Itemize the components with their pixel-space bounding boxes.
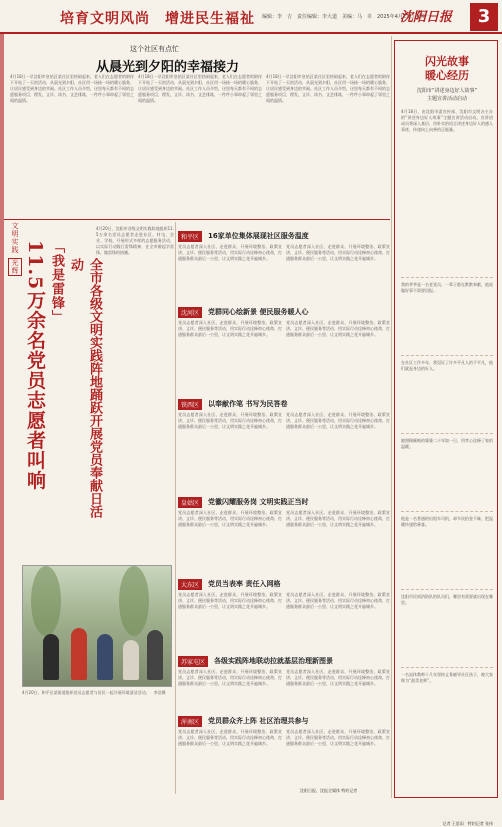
section-body: 党员志愿者深入社区、走进群众，开展环境整治、政策宣讲、义诊、便民服务等活动，用实际行动诠释初心使命，打通服务群众最后一公里，让文明实践之花开遍城乡。 <box>286 669 390 686</box>
lead-body-col-3: 4月18日一早沈阳市皇姑区某社区里热闹起来，老人们在志愿者的陪伴下开始了一天的活动，从晨光到夕阳，社区用一场接一场的暖心服务，让居民感受到身边的幸福。社区工作人员介绍，这里每天都有不同的志愿服务项目，理发、义诊、读书、文艺排练，一件件小事串起了邻里之间的温情。 <box>266 74 390 103</box>
section-body: 党员志愿者深入社区、走进群众，开展环境整治、政策宣讲、义诊、便民服务等活动，用实际行动诠释初心使命，打通服务群众最后一公里，让文明实践之花开遍城乡。 <box>178 244 282 261</box>
byline: 沈阳日报、沈报全媒体 特约记者 <box>300 788 358 793</box>
section-body: 党员志愿者深入社区、走进群众，开展环境整治、政策宣讲、义诊、便民服务等活动，用实际行动诠释初心使命，打通服务群众最后一公里，让文明实践之花开遍城乡。 <box>286 244 390 261</box>
story-item: 我的爷爷是一名老党员，一辈子都在默默奉献，他说做好事不需要回报。 <box>401 277 493 349</box>
section-body: 党员志愿者深入社区、走进群众，开展环境整治、政策宣讲、义诊、便民服务等活动，用实际行动诠释初心使命，打通服务群众最后一公里，让文明实践之花开遍城乡。 <box>178 669 282 686</box>
section-body: 党员志愿者深入社区、走进群众，开展环境整治、政策宣讲、义诊、便民服务等活动，用实际行动诠释初心使命，打通服务群众最后一公里，让文明实践之花开遍城乡。 <box>286 412 390 429</box>
section-divider <box>4 219 390 220</box>
person-figure <box>123 640 139 680</box>
feature-headline <box>22 240 102 530</box>
sidebar-title-2: 暖心经历 <box>425 69 469 82</box>
district-tag: 苏家屯区 <box>178 656 208 667</box>
person-figure <box>71 628 87 680</box>
section-body: 党员志愿者深入社区、走进群众，开展环境整治、政策宣讲、义诊、便民服务等活动，用实际行动诠释初心使命，打通服务群众最后一公里，让文明实践之花开遍城乡。 <box>178 592 282 609</box>
section-title: 党员群众齐上阵 社区治理共参与 <box>208 717 309 725</box>
sidebar-body: 4月18日，由沈阳市委宣传部、沈阳市文明办主办的“讲述身边好人故事”主题宣讲活动启动。宣讲团成员将深入基层，用朴实的语言讲述身边好人的感人事迹，传递向上向善的正能量。 <box>401 109 493 132</box>
tree-shape <box>119 566 149 636</box>
story-item: 沈阳市民间消防队的队员们，哪里有需要就出现在哪里。 <box>401 589 493 661</box>
section-header <box>178 579 280 589</box>
section-header <box>178 497 308 507</box>
headline-line-2: 「我是雷锋」 <box>49 240 64 324</box>
section-body: 党员志愿者深入社区、走进群众，开展环境整治、政策宣讲、义诊、便民服务等活动，用实际行动诠释初心使命，打通服务群众最后一公里，让文明实践之花开遍城乡。 <box>178 320 282 337</box>
section-body: 党员志愿者深入社区、走进群众，开展环境整治、政策宣讲、义诊、便民服务等活动，用实际行动诠释初心使命，打通服务群众最后一公里，让文明实践之花开遍城乡。 <box>178 510 282 527</box>
section-body: 党员志愿者深入社区、走进群众，开展环境整治、政策宣讲、义诊、便民服务等活动，用实际行动诠释初心使命，打通服务群众最后一公里，让文明实践之花开遍城乡。 <box>178 729 282 746</box>
district-tag: 铁西区 <box>178 399 202 410</box>
person-figure <box>43 634 59 680</box>
rail-char: 文 <box>11 222 19 230</box>
district-tag: 浑南区 <box>178 716 202 727</box>
person-figure <box>147 630 163 680</box>
left-accent-strip <box>0 34 4 800</box>
district-tag: 皇姑区 <box>178 497 202 508</box>
tree-shape <box>31 566 61 636</box>
story-item: 他是一名普通的出租车司机，却多次拾金不昧，把温暖传递给乘客。 <box>401 511 493 583</box>
sidebar-feature <box>394 40 498 826</box>
headline-line-3: 全市各级文明实践阵地踊跃开展党员奉献日活动 <box>68 258 102 518</box>
lead-body-col-2: 4月18日一早沈阳市皇姑区某社区里热闹起来，老人们在志愿者的陪伴下开始了一天的活动，从晨光到夕阳，社区用一场接一场的暖心服务，让居民感受到身边的幸福。社区工作人员介绍，这里每天都有不同的志愿服务项目，理发、义诊、读书、文艺排练，一件件小事串起了邻里之间的温情。 <box>138 74 262 103</box>
section-header <box>178 231 309 241</box>
sidebar-byline: 记者 王思雨 特约记者 张伟 <box>442 821 493 826</box>
newspaper-logo: 沈阳日报 <box>400 10 453 25</box>
feature-body: 4月20日，沈阳市各级文明实践阵地组织11.5万余名党员志愿者走进社区、村屯、企业、学校，开展形式多样的志愿服务活动，以实际行动践行雷锋精神，在全市掀起学雷锋、做雷锋的热潮。 <box>96 226 174 255</box>
section-header <box>178 399 287 409</box>
headline-line-1: 11.5万余名党员志愿者叫响 <box>24 240 46 491</box>
section-header <box>178 716 308 726</box>
section-title: 党员当表率 责任入网格 <box>208 580 281 588</box>
page-number: 3 <box>470 3 498 31</box>
sidebar-stories <box>401 277 493 745</box>
section-title: 以奉献作笔 书写为民答卷 <box>208 400 288 408</box>
story-item: 在社区工作多年，我见证了许多平凡人的不平凡，他们就是身边的好人。 <box>401 355 493 427</box>
sidebar-subtitle-1: 沈阳市“讲述身边好人故事” <box>416 88 478 94</box>
story-item: 一名退休教师十几年坚持义务辅导社区孩子，被大家称为“最美老师”。 <box>401 667 493 739</box>
column-rule <box>391 36 392 798</box>
section-title: 各级实践阵地联动拉就基层治理新图景 <box>214 657 334 665</box>
district-tag: 大东区 <box>178 579 202 590</box>
section-body: 党员志愿者深入社区、走进群众，开展环境整治、政策宣讲、义诊、便民服务等活动，用实际行动诠释初心使命，打通服务群众最后一公里，让文明实践之花开遍城乡。 <box>178 412 282 429</box>
volunteer-photo <box>22 565 172 687</box>
section-header <box>178 656 333 666</box>
lead-title: 从晨光到夕阳的幸福接力 <box>96 60 240 75</box>
district-tag: 沈河区 <box>178 307 202 318</box>
person-figure <box>97 634 113 680</box>
section-title: 16家单位集体展现社区服务温度 <box>208 232 309 240</box>
section-body: 党员志愿者深入社区、走进群众，开展环境整治、政策宣讲、义诊、便民服务等活动，用实际行动诠释初心使命，打通服务群众最后一公里，让文明实践之花开遍城乡。 <box>286 729 390 746</box>
header-meta: 编辑：李 吉 责任编辑：李大道 美编：马 卓 2025年4月21日 星期一 <box>262 14 431 20</box>
header-slogan: 培育文明风尚 增进民生福祉 <box>60 11 255 27</box>
column-rule <box>175 222 176 794</box>
section-title: 党徽闪耀服务岗 文明实践正当时 <box>208 498 309 506</box>
photo-caption: 4月20日，和平区某街道组织党员志愿者与居民一起开展环境清洁活动。 李浩摄 <box>22 690 166 695</box>
rail-char: 践 <box>11 246 19 254</box>
section-body: 党员志愿者深入社区、走进群众，开展环境整治、政策宣讲、义诊、便民服务等活动，用实际行动诠释初心使命，打通服务群众最后一公里，让文明实践之花开遍城乡。 <box>286 320 390 337</box>
story-item: 她照顾瘫痪的婆婆二十年如一日，用孝心诠释了家的温暖。 <box>401 433 493 505</box>
lead-body-col-1: 4月18日一早沈阳市皇姑区某社区里热闹起来，老人们在志愿者的陪伴下开始了一天的活动，从晨光到夕阳，社区用一场接一场的暖心服务，让居民感受到身边的幸福。社区工作人员介绍，这里每天都有不同的志愿服务项目，理发、义诊、读书、文艺排练，一件件小事串起了邻里之间的温情。 <box>10 74 134 103</box>
section-body: 党员志愿者深入社区、走进群众，开展环境整治、政策宣讲、义诊、便民服务等活动，用实际行动诠释初心使命，打通服务群众最后一公里，让文明实践之花开遍城乡。 <box>286 592 390 609</box>
rail-char: 明 <box>11 230 19 238</box>
page-header <box>0 0 502 34</box>
section-header <box>178 307 308 317</box>
lead-kicker: 这个社区有点忙 <box>130 45 179 53</box>
rail-char: 实 <box>11 238 19 246</box>
rail-tag: 光辉 <box>8 258 22 276</box>
section-title: 党群同心绘新景 便民服务暖人心 <box>208 308 309 316</box>
sidebar-title-1: 闪光故事 <box>425 55 469 68</box>
sidebar-subtitle-2: 主题宣讲活动启动 <box>426 96 467 102</box>
section-body: 党员志愿者深入社区、走进群众，开展环境整治、政策宣讲、义诊、便民服务等活动，用实际行动诠释初心使命，打通服务群众最后一公里，让文明实践之花开遍城乡。 <box>286 510 390 527</box>
column-rail <box>8 222 22 276</box>
district-tag: 和平区 <box>178 231 202 242</box>
